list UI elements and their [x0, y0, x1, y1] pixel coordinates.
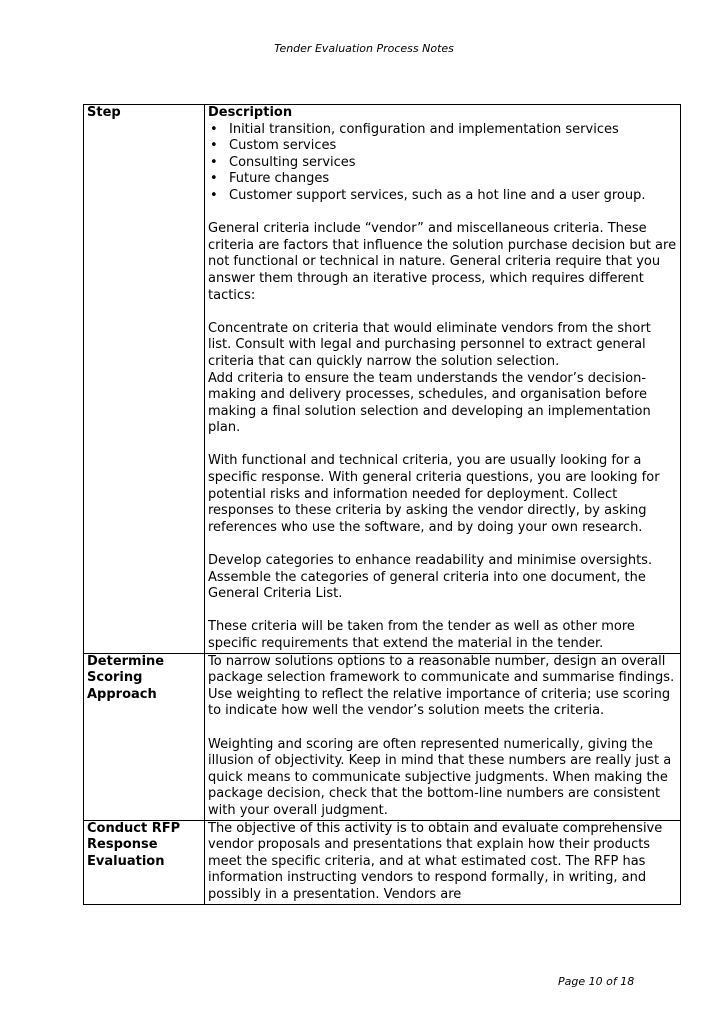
list-item: • Consulting services: [208, 155, 677, 172]
list-item: • Customer support services, such as a hot line and a user group.: [208, 188, 677, 205]
paragraph: The objective of this activity is to obtain and evaluate comprehensive vendor proposals and presentations that explain how their products meet the specific criteria, and at what estimated cost. The RFP has information instructing vendors to respond formally, in writing, and possibly in a presentation. Vendors are: [208, 820, 663, 902]
paragraph: Add criteria to ensure the team understands the vendor’s decision-making and delivery processes, schedules, and organisation before making a final solution selection and developing an implementation plan.: [208, 370, 651, 436]
description-cell: [205, 653, 681, 820]
list-item: • Custom services: [208, 138, 677, 155]
table-row: [84, 105, 681, 654]
page-header: Tender Evaluation Process Notes: [274, 42, 454, 55]
list-item: • Initial transition, configuration and implementation services: [208, 122, 677, 139]
step-label: Determine Scoring Approach: [87, 653, 165, 702]
paragraph: With functional and technical criteria, you are usually looking for a specific response. With general criteria questions, you are looking for potential risks and information needed for deployment. Collect responses to these criteria by asking the vendor directly, by asking references who use the software, and by doing your own research.: [208, 453, 660, 535]
description-cell: [205, 105, 681, 654]
services-bullet-list: [208, 122, 677, 205]
step-label: Conduct RFP Response Evaluation: [87, 820, 181, 869]
step-cell: [84, 105, 205, 654]
paragraph: These criteria will be taken from the tender as well as other more specific requirements that extend the material in the tender.: [208, 619, 635, 651]
description-column-header: Description: [208, 105, 293, 120]
page-number: Page 10 of 18: [558, 975, 635, 988]
paragraph: Develop categories to enhance readability and minimise oversights. Assemble the categories of general criteria into one document, the General Criteria List.: [208, 553, 653, 602]
paragraph: Concentrate on criteria that would eliminate vendors from the short list. Consult with legal and purchasing personnel to extract general criteria that can quickly narrow the solution selection.: [208, 320, 651, 369]
table-row: [84, 820, 681, 904]
table-row: [84, 653, 681, 820]
paragraph: Weighting and scoring are often represented numerically, giving the illusion of objectivity. Keep in mind that these numbers are really just a quick means to communicate subjective judgments. When making the package decision, check that the bottom-line numbers are consistent with your overall judgment.: [208, 736, 672, 818]
list-item: • Future changes: [208, 171, 677, 188]
step-cell: [84, 820, 205, 904]
paragraph: General criteria include “vendor” and miscellaneous criteria. These criteria are factors that influence the solution purchase decision but are not functional or technical in nature. General criteria require that you answer them through an iterative process, which requires different tactics:: [208, 221, 677, 303]
step-cell: [84, 653, 205, 820]
process-table: [83, 104, 681, 905]
paragraph: To narrow solutions options to a reasonable number, design an overall package selection framework to communicate and summarise findings. Use weighting to reflect the relative importance of criteria; use scoring to indicate how well the vendor’s solution meets the criteria.: [208, 653, 675, 719]
step-column-header: Step: [87, 105, 121, 120]
description-cell: [205, 820, 681, 904]
